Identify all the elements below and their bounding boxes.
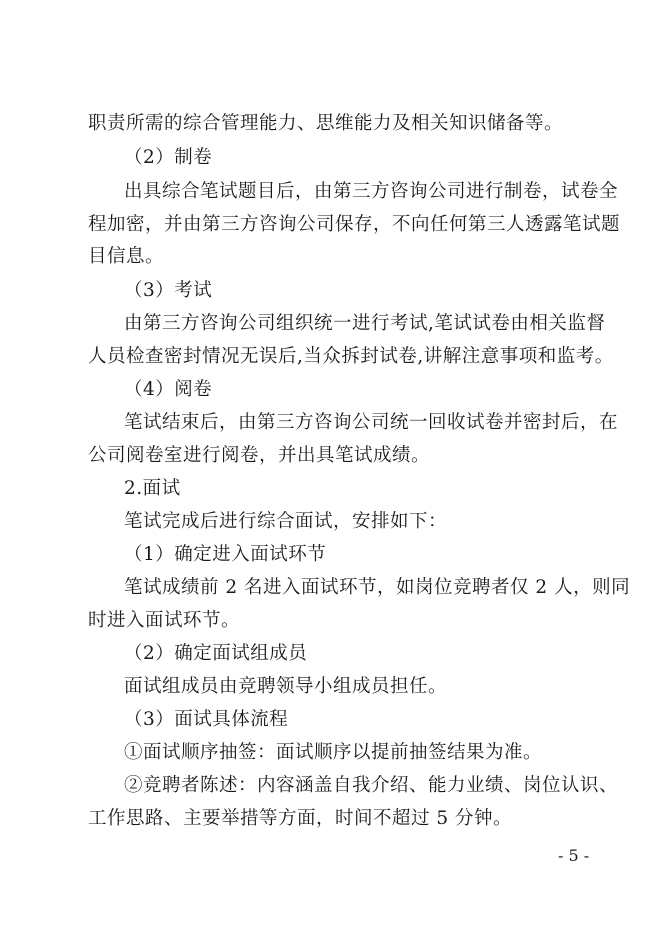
subsection-heading-grading: （4）阅卷: [124, 379, 213, 400]
page-number: - 5 -: [558, 846, 590, 865]
body-text-line: 出具综合笔试题目后，由第三方咨询公司进行制卷，试卷全: [124, 181, 619, 202]
body-text-line: 工作思路、主要举措等方面，时间不超过 5 分钟。: [88, 808, 513, 829]
subsection-heading-makeup: （2）制卷: [124, 147, 213, 168]
body-text-line: 由第三方咨询公司组织统一进行考试,笔试试卷由相关监督: [124, 313, 606, 334]
body-text-line: 时进入面试环节。: [88, 610, 241, 631]
body-text-line: 职责所需的综合管理能力、思维能力及相关知识储备等。: [88, 113, 564, 134]
section-heading-interview: 2.面试: [124, 478, 181, 499]
body-text-line: 笔试完成后进行综合面试，安排如下：: [124, 511, 448, 532]
body-text-line: 目信息。: [88, 246, 165, 267]
subsection-heading-exam: （3）考试: [124, 280, 213, 301]
body-text-line: 公司阅卷室进行阅卷，并出具笔试成绩。: [88, 445, 431, 466]
body-text-line: 笔试成绩前 2 名进入面试环节，如岗位竞聘者仅 2 人，则同: [124, 577, 631, 598]
subsection-heading-panel: （2）确定面试组成员: [124, 643, 308, 664]
list-item-statement: ②竞聘者陈述：内容涵盖自我介绍、能力业绩、岗位认识、: [124, 775, 619, 796]
list-item-draw-lots: ①面试顺序抽签：面试顺序以提前抽签结果为准。: [124, 742, 543, 763]
subsection-heading-procedure: （3）面试具体流程: [124, 709, 289, 730]
body-text-line: 面试组成员由竞聘领导小组成员担任。: [124, 676, 448, 697]
body-text-line: 笔试结束后，由第三方咨询公司统一回收试卷并密封后，在: [124, 412, 619, 433]
subsection-heading-enter-interview: （1）确定进入面试环节: [124, 544, 327, 565]
body-text-line: 程加密，并由第三方咨询公司保存，不向任何第三人透露笔试题: [88, 214, 621, 235]
body-text-line: 人员检查密封情况无误后,当众拆封试卷,讲解注意事项和监考。: [88, 346, 614, 367]
